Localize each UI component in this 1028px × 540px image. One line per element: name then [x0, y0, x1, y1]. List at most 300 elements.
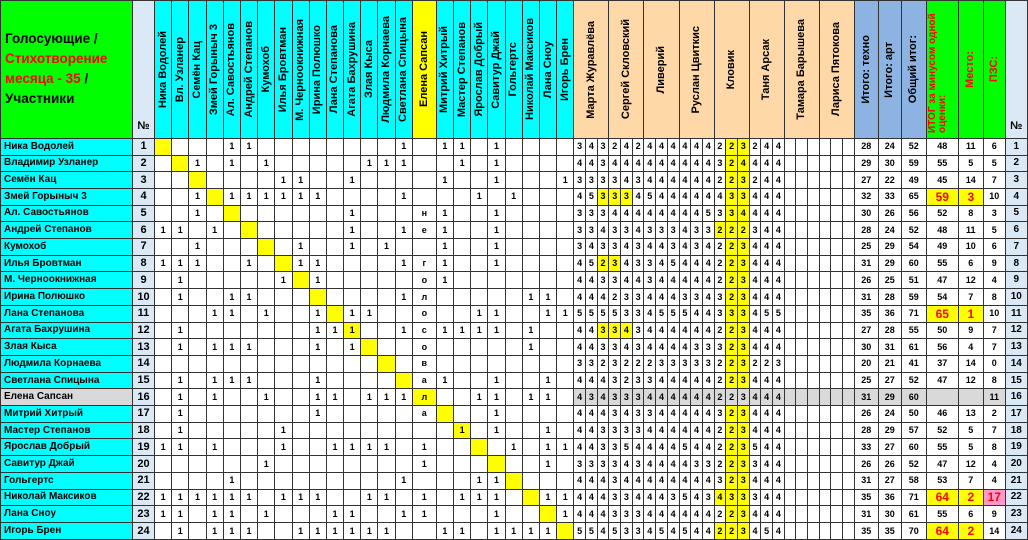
vote-cell: 1 — [344, 222, 361, 239]
score-cell: 4 — [691, 205, 703, 222]
vote-cell: 1 — [488, 372, 505, 389]
vote-cell — [344, 406, 361, 423]
pzs-header — [983, 1, 1005, 139]
vote-cell — [505, 172, 522, 189]
vote-cell: 1 — [539, 389, 556, 406]
score-cell-empty — [784, 389, 796, 406]
techno-cell: 28 — [854, 138, 878, 155]
score-cell: 3 — [714, 305, 726, 322]
vote-cell: 1 — [471, 489, 488, 506]
score-cell: 4 — [632, 272, 644, 289]
vote-cell — [361, 272, 378, 289]
table-row — [1, 355, 1028, 372]
table-row — [1, 289, 1028, 306]
score-cell: 4 — [586, 506, 598, 523]
vote-cell: 1 — [395, 289, 412, 306]
vote-cell — [539, 222, 556, 239]
vote-cell — [522, 489, 539, 506]
vote-cell — [258, 239, 275, 256]
score-cell: 3 — [574, 138, 586, 155]
participant-name: Светлана Спицына — [1, 372, 133, 389]
row-number: 3 — [133, 172, 155, 189]
vote-cell — [189, 456, 206, 473]
table-row — [1, 138, 1028, 155]
vote-cell: 1 — [292, 239, 309, 256]
vote-cell: 1 — [309, 489, 326, 506]
score-cell: 4 — [574, 422, 586, 439]
vote-cell: 1 — [395, 472, 412, 489]
vote-cell — [378, 322, 395, 339]
participant-name: Игорь Брен — [1, 523, 133, 540]
vote-cell: 1 — [258, 188, 275, 205]
voter-header-label: Злая Кыса — [362, 40, 375, 99]
vote-cell — [395, 339, 412, 356]
vote-cell: н — [412, 205, 436, 222]
score-cell: 2 — [632, 355, 644, 372]
vote-cell: 1 — [326, 506, 343, 523]
vote-cell: 1 — [240, 489, 257, 506]
score-cell-empty — [784, 289, 796, 306]
participant-name: Ирина Полюшко — [1, 289, 133, 306]
score-cell: 3 — [609, 506, 621, 523]
table-row — [1, 339, 1028, 356]
score-cell: 4 — [621, 406, 633, 423]
score-cell: 4 — [761, 456, 773, 473]
score-cell: 4 — [679, 172, 691, 189]
vote-cell — [223, 406, 240, 423]
art-cell: 35 — [878, 523, 901, 540]
vote-cell — [505, 339, 522, 356]
vote-cell — [292, 138, 309, 155]
vote-cell: 1 — [275, 489, 292, 506]
score-cell: 3 — [702, 456, 714, 473]
vote-cell — [223, 272, 240, 289]
score-cell: 4 — [773, 422, 785, 439]
vote-cell: 1 — [557, 172, 574, 189]
num-cell: 10 — [1005, 289, 1027, 306]
row-number: 12 — [133, 322, 155, 339]
table-row — [1, 489, 1028, 506]
vote-cell — [275, 255, 292, 272]
vote-cell — [522, 406, 539, 423]
score-cell: 3 — [737, 456, 749, 473]
vote-cell — [454, 222, 471, 239]
score-cell: 4 — [586, 406, 598, 423]
score-cell-empty — [808, 289, 820, 306]
vote-cell — [505, 239, 522, 256]
vote-cell — [326, 339, 343, 356]
score-cell: 3 — [737, 406, 749, 423]
score-cell: 3 — [574, 172, 586, 189]
score-cell: 4 — [574, 339, 586, 356]
row-number: 21 — [133, 472, 155, 489]
vote-cell — [240, 355, 257, 372]
score-cell-empty — [808, 372, 820, 389]
score-cell-empty — [808, 188, 820, 205]
vote-cell: 1 — [206, 489, 223, 506]
total-cell: 58 — [901, 472, 926, 489]
score-cell-empty — [843, 389, 855, 406]
vote-cell — [436, 472, 453, 489]
score-cell: 4 — [644, 339, 656, 356]
score-cell-empty — [843, 172, 855, 189]
voter-header-label: Митрий Хитрый — [438, 25, 451, 113]
vote-cell: 1 — [454, 422, 471, 439]
score-cell: 4 — [691, 439, 703, 456]
vote-cell — [189, 138, 206, 155]
techno-cell: 30 — [854, 205, 878, 222]
score-cell: 4 — [749, 406, 761, 423]
vote-cell: 1 — [539, 305, 556, 322]
row-number: 7 — [133, 239, 155, 256]
score-cell: 4 — [656, 372, 668, 389]
score-cell-empty — [796, 255, 808, 272]
voter-header-label: Гольгертс — [507, 42, 520, 97]
vote-cell: 1 — [412, 506, 436, 523]
score-cell: 4 — [644, 456, 656, 473]
score-cell: 3 — [597, 272, 609, 289]
vote-cell — [378, 138, 395, 155]
vote-cell — [292, 272, 309, 289]
vote-cell: 1 — [488, 205, 505, 222]
row-number: 20 — [133, 456, 155, 473]
vote-cell — [189, 305, 206, 322]
score-cell-empty — [784, 239, 796, 256]
vote-cell — [258, 439, 275, 456]
total-cell: 52 — [901, 222, 926, 239]
vote-cell — [361, 188, 378, 205]
vote-cell — [155, 456, 172, 473]
pzs-cell: 10 — [983, 305, 1005, 322]
vote-cell: 1 — [240, 188, 257, 205]
vote-cell — [436, 389, 453, 406]
score-cell: 4 — [773, 339, 785, 356]
score-cell-empty — [831, 355, 843, 372]
score-cell: 4 — [679, 389, 691, 406]
score-cell-empty — [843, 222, 855, 239]
voter-header-label: Ал. Савостьянов — [225, 22, 238, 117]
vote-cell: о — [412, 272, 436, 289]
participant-name: Митрий Хитрый — [1, 406, 133, 423]
score-cell: 4 — [667, 138, 679, 155]
score-cell-empty — [819, 339, 831, 356]
score-cell: 2 — [726, 389, 738, 406]
vote-cell — [471, 506, 488, 523]
score-cell-empty — [819, 289, 831, 306]
num-cell: 13 — [1005, 339, 1027, 356]
voter-header-label: Андрей Степанов — [242, 21, 255, 118]
vote-cell — [505, 305, 522, 322]
vote-cell — [326, 456, 343, 473]
voter-header-label: Лана Степанова — [328, 25, 341, 114]
score-cell: 5 — [597, 305, 609, 322]
vote-cell: 1 — [240, 255, 257, 272]
score-cell: 4 — [737, 155, 749, 172]
vote-cell — [189, 406, 206, 423]
vote-cell — [557, 289, 574, 306]
vote-cell — [275, 138, 292, 155]
score-cell: 4 — [773, 289, 785, 306]
score-cell: 5 — [773, 305, 785, 322]
score-cell-empty — [808, 155, 820, 172]
vote-cell — [258, 472, 275, 489]
score-cell: 2 — [632, 138, 644, 155]
score-cell: 4 — [621, 239, 633, 256]
score-cell: 3 — [574, 205, 586, 222]
score-cell-empty — [808, 322, 820, 339]
score-cell: 4 — [586, 472, 598, 489]
score-cell: 4 — [632, 205, 644, 222]
vote-cell — [155, 406, 172, 423]
minus-cell: 64 — [926, 523, 958, 540]
score-cell: 4 — [773, 172, 785, 189]
minus-cell: 56 — [926, 339, 958, 356]
score-cell: 5 — [679, 439, 691, 456]
vote-cell: 1 — [172, 389, 189, 406]
score-cell: 4 — [656, 239, 668, 256]
vote-cell — [155, 188, 172, 205]
score-cell: 4 — [702, 389, 714, 406]
vote-cell — [395, 305, 412, 322]
vote-cell: 1 — [206, 222, 223, 239]
vote-cell — [557, 255, 574, 272]
vote-cell — [292, 506, 309, 523]
voter-header — [172, 1, 189, 139]
vote-cell — [505, 506, 522, 523]
row-number: 15 — [133, 372, 155, 389]
vote-cell — [471, 355, 488, 372]
score-cell: 3 — [597, 138, 609, 155]
vote-cell: 1 — [471, 188, 488, 205]
vote-cell — [275, 355, 292, 372]
vote-cell — [412, 188, 436, 205]
pzs-cell: 14 — [983, 523, 1005, 540]
score-cell: 3 — [609, 322, 621, 339]
score-cell-empty — [831, 138, 843, 155]
score-cell: 4 — [644, 439, 656, 456]
vote-cell: 1 — [292, 188, 309, 205]
vote-cell: 1 — [155, 506, 172, 523]
vote-cell: 1 — [258, 506, 275, 523]
score-cell-empty — [831, 305, 843, 322]
place-cell: 14 — [958, 172, 983, 189]
score-cell: 2 — [749, 355, 761, 372]
participant-name: Илья Бровтман — [1, 255, 133, 272]
total-header — [901, 1, 926, 139]
vote-cell — [292, 339, 309, 356]
vote-cell: 1 — [522, 289, 539, 306]
vote-cell — [522, 472, 539, 489]
vote-cell: 1 — [557, 506, 574, 523]
score-cell: 4 — [621, 172, 633, 189]
score-cell: 3 — [737, 305, 749, 322]
score-cell-empty — [796, 155, 808, 172]
pzs-cell: 8 — [983, 439, 1005, 456]
score-cell: 4 — [597, 506, 609, 523]
score-cell-empty — [843, 272, 855, 289]
table-row — [1, 322, 1028, 339]
score-cell-empty — [796, 372, 808, 389]
total-cell: 41 — [901, 355, 926, 372]
score-cell-empty — [784, 222, 796, 239]
voter-header — [505, 1, 522, 139]
score-cell: 3 — [749, 489, 761, 506]
score-cell: 4 — [621, 472, 633, 489]
score-cell-empty — [819, 456, 831, 473]
vote-cell — [240, 506, 257, 523]
vote-cell — [395, 406, 412, 423]
score-cell: 5 — [656, 523, 668, 540]
score-cell: 3 — [644, 222, 656, 239]
vote-cell — [436, 489, 453, 506]
vote-cell — [258, 272, 275, 289]
judge-header-label: Руслан Цвиткис — [690, 25, 703, 114]
vote-cell: 1 — [361, 305, 378, 322]
vote-cell — [206, 422, 223, 439]
score-cell: 3 — [737, 472, 749, 489]
score-cell: 2 — [597, 355, 609, 372]
score-cell-empty — [796, 472, 808, 489]
vote-cell — [378, 222, 395, 239]
vote-cell: 1 — [223, 339, 240, 356]
score-cell: 3 — [632, 305, 644, 322]
place-cell: 6 — [958, 255, 983, 272]
vote-cell — [539, 355, 556, 372]
vote-cell — [436, 456, 453, 473]
score-cell-empty — [796, 456, 808, 473]
score-cell: 4 — [644, 205, 656, 222]
score-cell-empty — [843, 289, 855, 306]
score-cell: 2 — [714, 272, 726, 289]
score-cell: 3 — [691, 239, 703, 256]
vote-cell — [258, 523, 275, 540]
vote-cell — [361, 422, 378, 439]
pzs-cell: 17 — [983, 489, 1005, 506]
score-cell: 4 — [691, 155, 703, 172]
score-cell: 3 — [574, 355, 586, 372]
vote-cell — [344, 272, 361, 289]
score-cell-empty — [843, 138, 855, 155]
art-header — [878, 1, 901, 139]
vote-cell — [206, 289, 223, 306]
vote-cell — [471, 439, 488, 456]
vote-cell: 1 — [326, 389, 343, 406]
score-cell: 3 — [737, 489, 749, 506]
vote-cell — [172, 355, 189, 372]
vote-cell — [189, 523, 206, 540]
vote-cell: 1 — [344, 339, 361, 356]
vote-cell: 1 — [488, 506, 505, 523]
score-cell: 2 — [726, 255, 738, 272]
vote-cell — [240, 172, 257, 189]
score-cell-empty — [808, 489, 820, 506]
vote-cell: 1 — [172, 222, 189, 239]
vote-cell — [309, 222, 326, 239]
vote-cell — [454, 289, 471, 306]
vote-cell — [412, 472, 436, 489]
vote-cell: 1 — [240, 339, 257, 356]
minus-cell: 47 — [926, 372, 958, 389]
score-cell: 3 — [644, 372, 656, 389]
score-cell-empty — [796, 188, 808, 205]
vote-cell: 1 — [275, 272, 292, 289]
vote-cell — [557, 406, 574, 423]
vote-cell — [275, 322, 292, 339]
score-cell-empty — [796, 322, 808, 339]
score-cell: 3 — [632, 172, 644, 189]
score-cell: 4 — [632, 222, 644, 239]
table-row — [1, 305, 1028, 322]
place-cell: 11 — [958, 138, 983, 155]
vote-cell — [309, 456, 326, 473]
score-cell: 3 — [574, 222, 586, 239]
vote-cell — [436, 155, 453, 172]
vote-cell: 1 — [172, 489, 189, 506]
vote-cell: 1 — [172, 372, 189, 389]
score-cell-empty — [808, 523, 820, 540]
vote-cell: 1 — [436, 205, 453, 222]
score-cell: 4 — [761, 172, 773, 189]
score-cell: 4 — [761, 239, 773, 256]
score-cell: 3 — [737, 389, 749, 406]
vote-cell: 1 — [488, 172, 505, 189]
vote-cell: 1 — [206, 305, 223, 322]
voter-header — [522, 1, 539, 139]
voter-header — [454, 1, 471, 139]
vote-cell: 1 — [189, 239, 206, 256]
score-cell: 4 — [691, 188, 703, 205]
score-cell: 3 — [597, 322, 609, 339]
vote-cell — [378, 339, 395, 356]
participant-name: Ал. Савостьянов — [1, 205, 133, 222]
score-cell: 4 — [656, 456, 668, 473]
vote-cell: 1 — [344, 322, 361, 339]
vote-cell — [522, 239, 539, 256]
vote-cell — [309, 155, 326, 172]
voter-header-label: Людмила Корнаева — [380, 16, 393, 123]
vote-cell — [326, 205, 343, 222]
score-cell: 4 — [656, 138, 668, 155]
score-cell: 3 — [737, 422, 749, 439]
place-cell: 12 — [958, 456, 983, 473]
score-cell: 2 — [714, 222, 726, 239]
score-cell: 3 — [632, 322, 644, 339]
minus-cell: 64 — [926, 489, 958, 506]
vote-cell: 1 — [436, 239, 453, 256]
vote-cell — [395, 172, 412, 189]
score-cell: 5 — [586, 305, 598, 322]
score-cell: 3 — [597, 155, 609, 172]
voter-header-label: Светлана Спицына — [397, 16, 410, 122]
vote-cell: 1 — [361, 523, 378, 540]
score-cell-empty — [808, 255, 820, 272]
participant-name: М. Черноокнижная — [1, 272, 133, 289]
vote-cell — [258, 355, 275, 372]
score-cell-empty — [843, 523, 855, 540]
row-number: 23 — [133, 506, 155, 523]
art-cell: 24 — [878, 222, 901, 239]
vote-cell — [240, 322, 257, 339]
score-cell-empty — [784, 155, 796, 172]
score-cell: 3 — [714, 339, 726, 356]
vote-cell — [454, 389, 471, 406]
techno-header-label: Итого: техно — [859, 35, 872, 104]
score-cell: 5 — [656, 305, 668, 322]
score-cell-empty — [819, 255, 831, 272]
art-cell: 29 — [878, 422, 901, 439]
vote-cell — [155, 523, 172, 540]
vote-cell: 1 — [309, 339, 326, 356]
